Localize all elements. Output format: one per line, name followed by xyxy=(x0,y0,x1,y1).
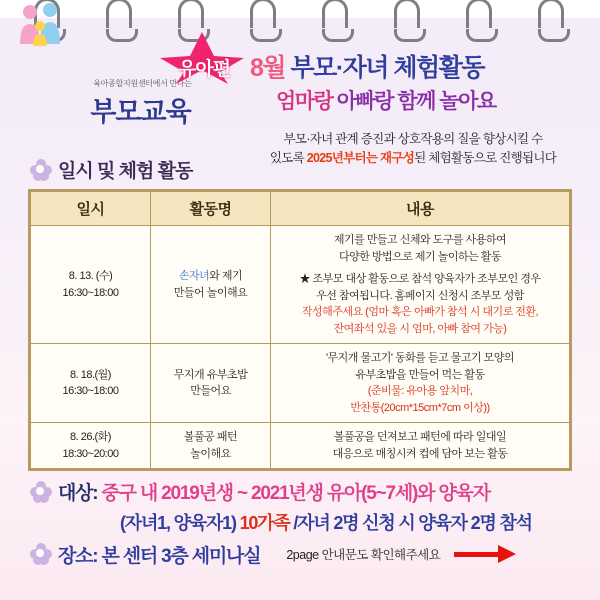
poster-title xyxy=(250,48,484,84)
activity-line-2: 만들어 놀이해요 xyxy=(173,286,248,299)
date-line-1: 8. 26.(화) xyxy=(70,431,111,443)
cell-date xyxy=(31,226,151,344)
subtitle-part-a: 엄마랑 xyxy=(276,90,337,113)
schedule-section-title: 일시 및 체험 활동 xyxy=(58,161,193,182)
target-main: 중구 내 2019년생 ~ 2021년생 유아(5~7세)와 양육자 xyxy=(101,483,490,504)
page-note: 2page 안내문도 확인해주세요 xyxy=(286,548,441,563)
activity-line-1 xyxy=(155,268,266,285)
target-line-1 xyxy=(58,481,490,507)
column-header-content: 내용 xyxy=(271,192,570,226)
family-logo-icon xyxy=(8,0,78,56)
flower-icon xyxy=(30,543,52,565)
target-row xyxy=(30,481,600,507)
activity-line-2: 만들어요 xyxy=(190,385,231,397)
flower-icon xyxy=(30,159,52,181)
description-line2-post: 된 체험활동으로 진행됩니다 xyxy=(414,150,557,165)
poster-description xyxy=(238,130,588,168)
subtitle-part-b: 아빠랑 함께 놀아요 xyxy=(336,90,496,113)
description-line-2 xyxy=(238,149,588,168)
schedule-table-wrapper xyxy=(28,189,572,471)
date-line-2: 18:30~20:00 xyxy=(62,447,119,460)
date-line-2: 16:30~18:00 xyxy=(62,385,119,397)
cell-activity xyxy=(151,423,271,469)
cell-content xyxy=(271,226,570,344)
date-line-1: 8. 13. (수) xyxy=(68,270,113,282)
logo-title: 부모교육 xyxy=(90,97,191,127)
target-label: 대상: xyxy=(58,483,102,504)
table-row xyxy=(31,423,570,469)
place-text: 장소: 본 센터 3층 세미나실 xyxy=(58,545,261,567)
target-line2-a: (자녀1, 양육자1) xyxy=(120,512,240,533)
content-line: ★ 조부모 대상 활동으로 참석 양육자가 조부모인 경우 xyxy=(299,273,541,285)
poster-subtitle xyxy=(276,85,496,115)
content-line: 대응으로 매칭시켜 컵에 담아 보는 활동 xyxy=(332,447,508,460)
content-line: (준비물: 유아용 앞치마, xyxy=(367,385,473,397)
column-header-date: 일시 xyxy=(31,192,151,226)
place-row xyxy=(30,541,600,568)
cell-content xyxy=(271,344,570,423)
target-family-count: 10가족 xyxy=(239,512,290,533)
activity-highlight: 손자녀 xyxy=(178,270,210,282)
logo-subtitle: 육아종합지원센터에서 만나는 xyxy=(93,79,192,88)
content-line: 작성해주세요 (엄마 혹은 아빠가 참석 시 대기로 전환, xyxy=(301,306,539,318)
date-line-1: 8. 18.(월) xyxy=(70,368,111,381)
activity-line-1: 볼풀공 패턴 xyxy=(183,431,238,443)
cell-date xyxy=(31,344,151,423)
title-month: 8월 xyxy=(250,54,286,82)
content-line: 볼풀공을 던져보고 패턴에 따라 일대일 xyxy=(333,431,507,443)
activity-line1-tail: 와 제기 xyxy=(209,270,243,282)
content-line: '무지개 물고기' 동화를 듣고 물고기 모양의 xyxy=(325,352,515,364)
cell-activity xyxy=(151,344,271,423)
flower-icon xyxy=(30,481,52,503)
content-line: 반찬통(20cm*15cm*7cm 이상)) xyxy=(350,401,490,414)
column-header-activity: 활동명 xyxy=(151,192,271,226)
description-line2-pre: 있도록 xyxy=(269,150,307,165)
table-row xyxy=(31,344,570,423)
poster-header xyxy=(0,0,600,165)
title-rest: 부모·자녀 체험활동 xyxy=(290,54,484,82)
table-row xyxy=(31,226,570,344)
content-line: 다양한 방법으로 제기 놀이하는 활동 xyxy=(338,250,502,263)
content-line: 우선 참여됩니다. 홈페이지 신청시 조부모 성함 xyxy=(316,289,524,302)
activity-line-2: 놀이해요 xyxy=(190,447,231,460)
description-highlight: 2025년부터는 재구성 xyxy=(306,150,415,165)
date-line-2: 16:30~18:00 xyxy=(62,286,119,299)
target-info-block xyxy=(0,481,600,535)
content-line: 제기를 만들고 신체와 도구를 사용하여 xyxy=(333,234,507,246)
target-body xyxy=(58,481,490,507)
cell-activity xyxy=(151,226,271,344)
table-header-row xyxy=(31,192,570,226)
badge-label: 유아편 xyxy=(178,59,231,80)
cell-content xyxy=(271,423,570,469)
cell-date xyxy=(31,423,151,469)
arrow-right-icon xyxy=(454,545,518,563)
content-line: 잔여좌석 있을 시 엄마, 아빠 참여 가능) xyxy=(333,322,507,335)
content-line: 유부초밥을 만들어 먹는 활동 xyxy=(355,368,485,381)
target-line2-b: /자녀 2명 신청 시 양육자 2명 참석 xyxy=(289,512,532,533)
description-line-1: 부모·자녀 관계 증진과 상호작용의 질을 향상시킬 수 xyxy=(283,132,543,146)
target-line-2 xyxy=(120,509,600,535)
activity-line-1: 무지개 유부초밥 xyxy=(173,368,248,381)
schedule-table xyxy=(30,191,570,469)
